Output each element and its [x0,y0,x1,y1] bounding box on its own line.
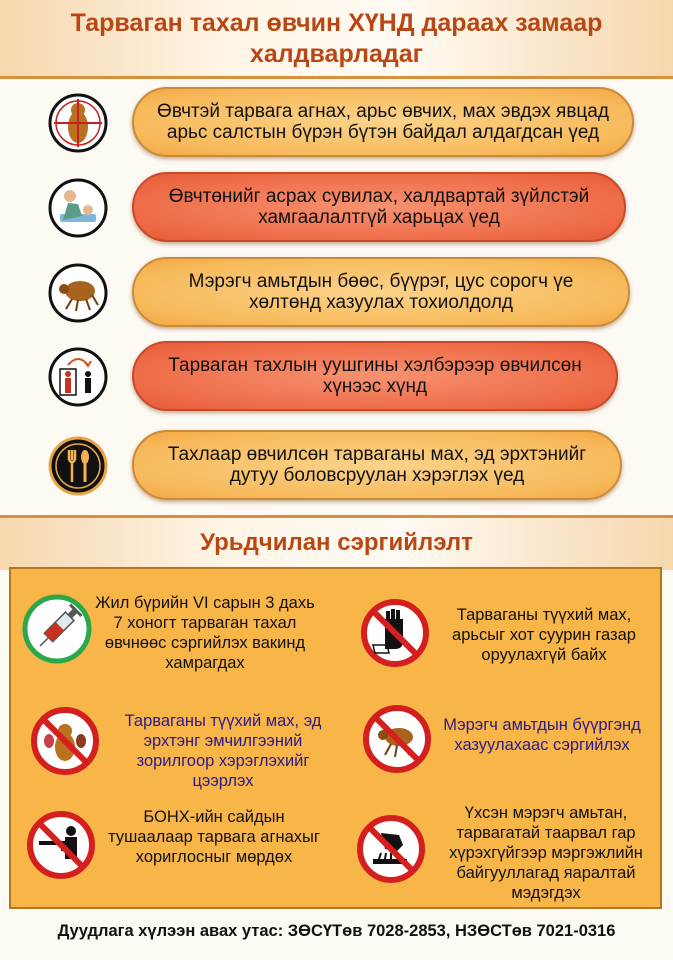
no-hunting-icon [25,809,97,881]
no-meat-transport-icon [359,597,431,669]
risk-text: Өвчтэй тарвага агнах, арьс өвчих, мах эвдэх явцад арьс салстын бүрэн бүтэн байдал алдагдсан үед [157,101,609,143]
risk-item [48,257,638,329]
person-to-person-icon [48,347,108,407]
risk-text: Тарваган тахлын уушгины хэлбэрээр өвчилсөн хүнээс хүнд [168,355,582,397]
marmot-target-icon [48,93,108,153]
risk-text-pill [132,341,618,411]
no-touch-dead-animal-icon [355,813,427,885]
risk-item [48,430,638,502]
title-banner [0,0,673,79]
risk-text-pill [132,172,626,242]
risk-text-pill [132,430,622,500]
contact-footer [0,910,673,960]
page-title: Тарваган тахал өвчин ХҮНД дараах замаар халдварладаг [70,9,603,68]
risk-text-pill [132,257,630,327]
nurse-care-icon [48,178,108,238]
prevention-text: БОНХ-ийн сайдын тушаалаар тарвага агнахыг хориглосныг мөрдөх [108,808,320,866]
risk-item [48,172,638,244]
no-flea-icon [361,703,433,775]
risk-text-pill [132,87,634,157]
prevention-banner [0,515,673,570]
no-marmot-organs-icon [29,705,101,777]
risk-text: Тахлаар өвчилсөн тарваганы мах, эд эрхтэнийг дутуу боловсруулан хэрэглэх үед [167,444,587,486]
prevention-title: Урьдчилан сэргийлэлт [200,529,473,556]
prevention-text: Тарваганы түүхий мах, эд эрхтэнг эмчилгээний зорилгоор хэрэглэхийг цээрлэх [124,712,322,790]
flea-icon [48,263,108,323]
fork-spoon-icon [48,436,108,496]
vaccine-syringe-icon [21,593,93,665]
prevention-text: Үхсэн мэрэгч амьтан, тарвагатай таарвал гар хүрэхгүйгээр мэргэжлийн байгууллагад яаралтай мэдэгдэх [449,804,643,902]
prevention-panel [9,567,662,909]
prevention-text: Мэрэгч амьтдын бүүргэнд хазуулахаас сэргийлэх [443,716,641,754]
risk-text: Өвчтөнийг асрах сувилах, халдвартай зүйлстэй хамгаалалтгүй харьцах үед [168,186,590,228]
prevention-text: Жил бүрийн VI сарын 3 дахь 7 хоногт тарваган тахал өвчнөөс сэргийлэх вакинд хамрагдах [95,594,315,672]
risk-text: Мэрэгч амьтдын бөөс, бүүрэг, цус сорогч үе хөлтөнд хазуулах тохиолдолд [188,271,574,313]
contact-phone-text: Дуудлага хүлээн авах утас: ЗӨСҮТөв 7028-2853, НЗӨСТөв 7021-0316 [57,922,616,940]
risk-item [48,87,638,159]
risk-item [48,341,638,413]
prevention-text: Тарваганы түүхий мах, арьсыг хот суурин газар оруулахгүй байх [452,606,636,664]
